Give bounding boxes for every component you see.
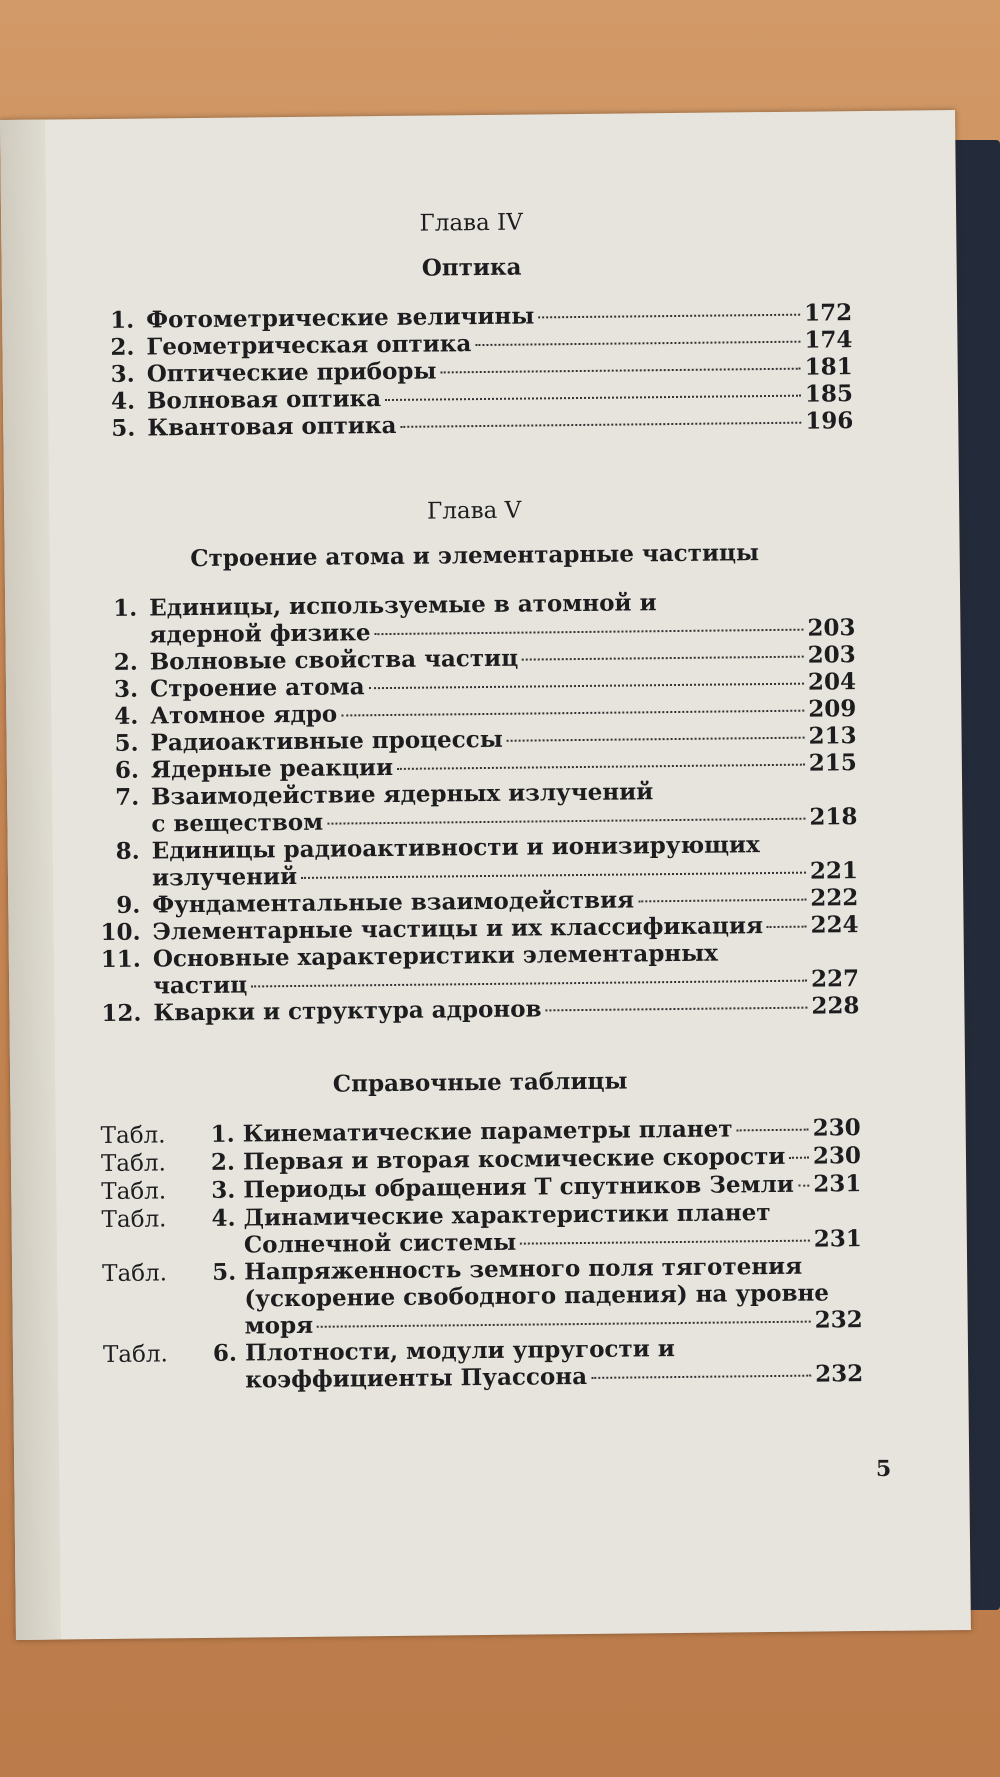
toc-entry: [97, 776, 858, 838]
entry-title: Фундаментальные взаимодействия: [152, 886, 635, 919]
entry-title: Радиоактивные процессы: [150, 725, 503, 757]
entry-title: Геометрическая оптика: [146, 330, 472, 361]
entry-title: Периоды обращения Т спутников Земли: [243, 1170, 794, 1204]
entry-number: 9.: [116, 891, 141, 919]
entry-title: частиц: [153, 971, 248, 1000]
table-label: Табл.: [101, 1206, 167, 1234]
table-label: Табл.: [100, 1122, 166, 1150]
entry-page-number: 224: [810, 911, 859, 939]
entry-page-number: 204: [807, 668, 857, 696]
entry-title: Строение атома: [149, 673, 365, 703]
entry-title: Ядерные реакции: [150, 753, 394, 784]
entry-number: 12.: [101, 999, 142, 1028]
toc-entry: [98, 830, 859, 892]
entry-number: 2.: [210, 1148, 236, 1176]
entry-title: Первая и вторая космические скорости: [242, 1142, 786, 1176]
entry-page-number: 203: [807, 641, 856, 669]
table-label: Табл.: [102, 1260, 168, 1288]
entry-page-number: 209: [808, 695, 857, 723]
entry-title: Единицы, используемые в атомной и: [149, 589, 657, 622]
entry-title: с веществом: [151, 808, 324, 838]
entry-number: 4.: [114, 702, 139, 730]
dot-leader: [789, 1157, 809, 1159]
entry-page-number: 185: [804, 380, 854, 408]
dot-leader: [591, 1375, 811, 1379]
dot-leader: [369, 683, 804, 690]
chapter-5-label: Глава V: [426, 497, 522, 525]
entry-title: Оптические приборы: [146, 357, 437, 388]
entry-title: Кинематические параметры планет: [242, 1115, 733, 1148]
entry-page-number: 227: [810, 965, 860, 993]
entry-title: Фотометрические величины: [146, 302, 535, 334]
entry-page-number: 221: [809, 857, 859, 885]
entry-title: Квантовая оптика: [147, 411, 397, 442]
table-label: Табл.: [100, 1150, 166, 1178]
dot-leader: [385, 395, 801, 401]
entry-page-number: 231: [813, 1225, 862, 1253]
chapter-4-label: Глава IV: [419, 209, 523, 237]
entry-number: 4.: [211, 1204, 236, 1232]
reference-tables-title: Справочные таблицы: [332, 1067, 628, 1098]
entry-page-number: 232: [815, 1360, 864, 1388]
dot-leader: [327, 818, 805, 825]
dot-leader: [375, 629, 804, 635]
dot-leader: [798, 1185, 809, 1187]
table-label: Табл.: [102, 1341, 168, 1369]
dot-leader: [522, 656, 804, 661]
chapter-4-title: Оптика: [421, 253, 522, 282]
entry-page-number: 228: [811, 992, 860, 1020]
entry-number: 8.: [115, 837, 140, 865]
entry-number: 6.: [114, 756, 140, 784]
entry-title: Плотности, модули упругости и: [244, 1335, 675, 1367]
entry-page-number: 230: [812, 1114, 861, 1142]
entry-page-number: 181: [804, 353, 853, 381]
entry-title: Единицы радиоактивности и ионизирующих: [151, 831, 760, 865]
entry-number: 11.: [100, 945, 142, 974]
entry-title: моря: [244, 1311, 314, 1340]
entry-number: 5.: [111, 414, 136, 442]
chapter-4-list: [92, 299, 853, 442]
entry-page-number: 232: [814, 1306, 863, 1334]
reference-table-entry: [102, 1252, 863, 1341]
page-number: 5: [875, 1455, 892, 1482]
entry-number: 7.: [115, 783, 140, 811]
entry-page-number: 230: [812, 1142, 862, 1170]
entry-title: Кварки и структура адронов: [153, 995, 542, 1027]
dot-leader: [397, 764, 805, 770]
dot-leader: [507, 737, 805, 742]
entry-number: 1.: [113, 594, 138, 622]
entry-number: 2.: [110, 333, 135, 361]
book-page: [0, 110, 971, 1640]
entry-title: ядерной физике: [149, 619, 371, 649]
entry-number: 1.: [110, 306, 135, 334]
entry-page-number: 213: [808, 722, 857, 750]
dot-leader: [767, 926, 807, 928]
entry-number: 3.: [211, 1176, 236, 1204]
entry-number: 3.: [113, 675, 139, 703]
entry-page-number: 222: [810, 884, 859, 912]
reference-table-entry: [101, 1198, 862, 1260]
entry-title: Волновая оптика: [146, 385, 382, 415]
entry-page-number: 172: [803, 299, 853, 327]
dot-leader: [341, 710, 804, 717]
entry-page-number: 203: [807, 614, 856, 642]
entry-page-number: 218: [809, 803, 858, 831]
dot-leader: [737, 1129, 809, 1132]
dot-leader: [475, 341, 800, 346]
dot-leader: [520, 1240, 810, 1245]
entry-page-number: 174: [804, 326, 853, 354]
dot-leader: [538, 314, 800, 319]
entry-title: Взаимодействие ядерных излучений: [151, 778, 654, 811]
entry-title: Напряженность земного поля тяготения: [244, 1252, 803, 1286]
dot-leader: [251, 980, 807, 988]
chapter-5-list: [95, 587, 859, 1027]
toc-entry: [99, 938, 860, 1000]
reference-table-entry: [103, 1333, 864, 1395]
entry-number: 4.: [110, 387, 136, 415]
entry-number: 5.: [114, 729, 139, 757]
entry-title: Волновые свойства частиц: [149, 644, 519, 676]
entry-number: 5.: [211, 1258, 237, 1286]
dot-leader: [317, 1321, 811, 1328]
entry-page-number: 215: [808, 749, 857, 777]
entry-number: 2.: [113, 648, 138, 676]
dot-leader: [400, 422, 801, 428]
entry-number: 1.: [210, 1120, 235, 1148]
table-label: Табл.: [101, 1178, 167, 1206]
entry-title: (ускорение свободного падения) на уровне: [244, 1279, 830, 1313]
dot-leader: [440, 368, 800, 374]
entry-title: Динамические характеристики планет: [243, 1199, 771, 1232]
table-of-contents: [91, 206, 863, 1395]
entry-title: Атомное ядро: [150, 700, 338, 730]
entry-title: излучений: [151, 862, 298, 892]
entry-title: Элементарные частицы и их классификация: [152, 912, 764, 946]
toc-entry: [95, 587, 856, 649]
entry-title: коэффициенты Пуассона: [245, 1362, 588, 1394]
dot-leader: [301, 872, 806, 879]
entry-title: Основные характеристики элементарных: [152, 939, 719, 973]
entry-number: 10.: [100, 918, 141, 947]
entry-number: 3.: [110, 360, 135, 388]
entry-page-number: 196: [805, 407, 854, 435]
chapter-5-title: Строение атома и элементарные частицы: [190, 539, 760, 573]
entry-number: 6.: [212, 1339, 238, 1367]
dot-leader: [546, 1007, 808, 1012]
entry-page-number: 231: [813, 1170, 862, 1198]
dot-leader: [638, 899, 806, 903]
entry-title: Солнечной системы: [243, 1228, 517, 1259]
reference-tables-list: [101, 1114, 864, 1395]
